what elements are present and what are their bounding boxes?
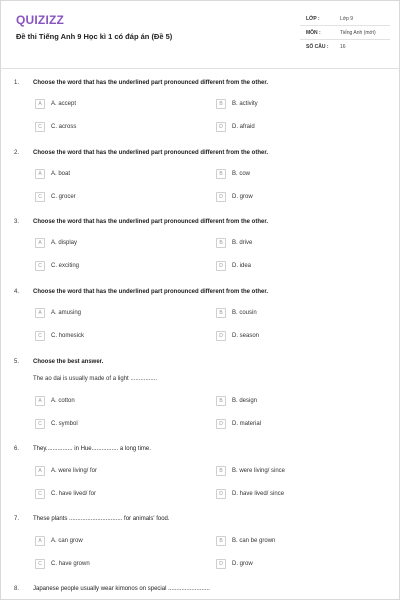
question-number: 5.: [14, 359, 20, 365]
option-letter-box: D: [216, 122, 226, 132]
option-letter-box: A: [35, 308, 45, 318]
option-text: C. symbol: [51, 421, 78, 427]
question-text: Choose the best answer.: [33, 359, 104, 365]
option-text: D. grow: [232, 561, 253, 567]
option-text: D. have lived/ since: [232, 491, 285, 497]
question-number: 1.: [14, 80, 20, 86]
option-text: A. cotton: [51, 398, 75, 404]
question-text: These plants ................................ for animals' food.: [33, 516, 170, 522]
option-text: D. season: [232, 333, 260, 339]
option-text: D. afraid: [232, 124, 255, 130]
option-letter-box: A: [35, 396, 45, 406]
option-text: B. cow: [232, 171, 251, 177]
option-text: A. can grow: [51, 538, 83, 544]
option-letter-box: A: [35, 169, 45, 179]
option-text: B. design: [232, 398, 258, 404]
option-text: C. homesick: [51, 333, 85, 339]
option-text: D. grow: [232, 194, 253, 200]
option-letter-box: D: [216, 419, 226, 429]
option-letter-box: D: [216, 331, 226, 341]
worksheet-header: [0, 0, 400, 70]
option-text: A. were living/ for: [51, 468, 98, 474]
question-text: Choose the word that has the underlined part pronounced different from the other.: [33, 150, 269, 156]
info-label: MÔN :: [306, 30, 321, 36]
option-letter-box: C: [35, 331, 45, 341]
question-text: Choose the word that has the underlined part pronounced different from the other.: [33, 219, 269, 225]
question-stem: The ao dai is usually made of a light ................: [33, 376, 158, 382]
info-row-subject: [300, 26, 390, 40]
question-text: Japanese people usually wear kimonos on special .........................: [33, 586, 210, 592]
option-letter-box: C: [35, 122, 45, 132]
option-letter-box: D: [216, 489, 226, 499]
worksheet-title: Đề thi Tiếng Anh 9 Học kì 1 có đáp án (Đề 5): [16, 32, 173, 41]
option-text: B. were living/ since: [232, 468, 286, 474]
info-box: [300, 12, 390, 58]
question-number: 6.: [14, 446, 20, 452]
question-number: 3.: [14, 219, 20, 225]
option-text: C. exciting: [51, 263, 80, 269]
question-number: 4.: [14, 289, 20, 295]
question-number: 8.: [14, 586, 20, 592]
option-letter-box: A: [35, 466, 45, 476]
option-letter-box: D: [216, 192, 226, 202]
option-letter-box: A: [35, 238, 45, 248]
header-divider: [0, 68, 400, 69]
option-text: C. have grown: [51, 561, 90, 567]
info-value: Lớp 9: [340, 16, 354, 22]
option-text: D. material: [232, 421, 262, 427]
option-letter-box: D: [216, 261, 226, 271]
option-letter-box: B: [216, 169, 226, 179]
option-letter-box: B: [216, 238, 226, 248]
quizizz-logo: QUIZIZZ: [16, 13, 65, 27]
option-letter-box: A: [35, 99, 45, 109]
option-text: D. idea: [232, 263, 252, 269]
option-text: B. cousin: [232, 310, 257, 316]
option-text: C. grocer: [51, 194, 76, 200]
option-text: A. amusing: [51, 310, 82, 316]
info-value: Tiếng Anh (mới): [340, 30, 376, 36]
info-label: SỐ CÂU :: [306, 44, 329, 50]
option-text: A. accept: [51, 101, 77, 107]
question-number: 7.: [14, 516, 20, 522]
option-text: B. can be grown: [232, 538, 276, 544]
option-letter-box: C: [35, 419, 45, 429]
option-text: B. drive: [232, 240, 253, 246]
option-text: C. have lived/ for: [51, 491, 97, 497]
question-number: 2.: [14, 150, 20, 156]
option-text: B. activity: [232, 101, 258, 107]
question-text: They................ in Hue................ a long time.: [33, 446, 151, 452]
option-letter-box: B: [216, 99, 226, 109]
option-letter-box: C: [35, 192, 45, 202]
option-letter-box: C: [35, 261, 45, 271]
question-text: Choose the word that has the underlined part pronounced different from the other.: [33, 289, 269, 295]
info-value: 16: [340, 44, 346, 50]
option-letter-box: C: [35, 559, 45, 569]
option-letter-box: A: [35, 536, 45, 546]
option-letter-box: B: [216, 396, 226, 406]
info-row-question-count: [300, 40, 390, 54]
option-letter-box: C: [35, 489, 45, 499]
info-row-class: [300, 12, 390, 26]
question-text: Choose the word that has the underlined part pronounced different from the other.: [33, 80, 269, 86]
option-text: C. across: [51, 124, 77, 130]
option-letter-box: D: [216, 559, 226, 569]
option-letter-box: B: [216, 466, 226, 476]
info-label: LỚP :: [306, 16, 320, 22]
option-text: A. display: [51, 240, 78, 246]
option-text: A. boat: [51, 171, 71, 177]
option-letter-box: B: [216, 308, 226, 318]
option-letter-box: B: [216, 536, 226, 546]
